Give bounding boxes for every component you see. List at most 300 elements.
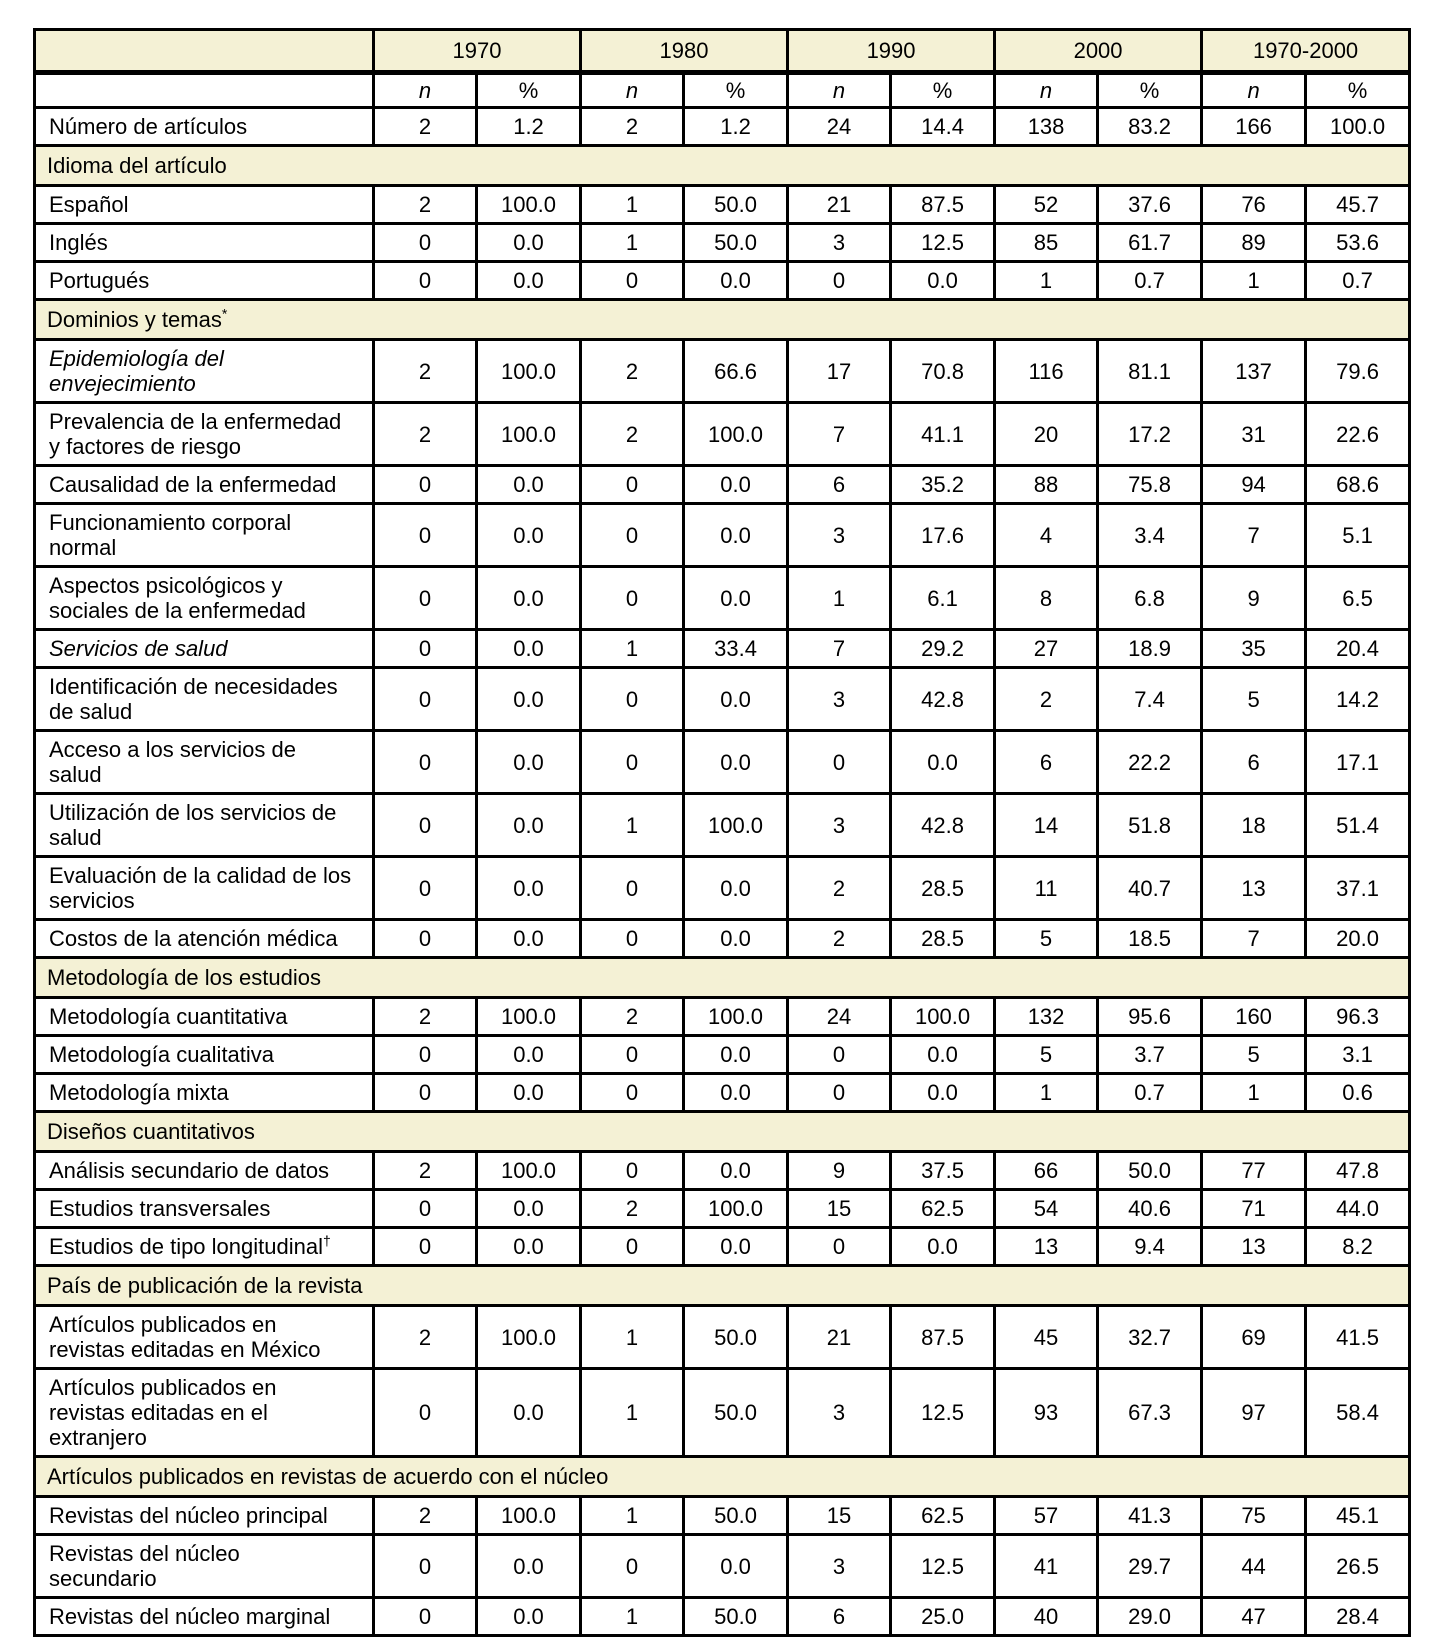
row-label	[35, 731, 374, 794]
percent-value: 0.0	[684, 466, 788, 504]
section-label: Dominios y temas	[47, 307, 222, 332]
row-label-text: Número de artículos	[49, 114, 248, 139]
n-value: 0	[581, 920, 684, 958]
row-label	[35, 108, 374, 146]
section-header-row	[35, 958, 1410, 998]
n-value: 0	[374, 668, 477, 731]
percent-value: 100.0	[477, 1497, 581, 1535]
percent-value: 22.6	[1306, 403, 1410, 466]
subheader-empty-cell	[35, 73, 374, 108]
n-value: 0	[788, 1228, 891, 1266]
row-label-text: Metodología cuantitativa	[49, 1004, 288, 1029]
section-header-row	[35, 1112, 1410, 1152]
percent-column-header: %	[1306, 73, 1410, 108]
percent-value: 61.7	[1098, 224, 1202, 262]
n-value: 132	[995, 998, 1098, 1036]
n-value: 0	[788, 262, 891, 300]
n-value: 5	[995, 920, 1098, 958]
table-row	[35, 567, 1410, 630]
n-value: 1	[1202, 262, 1306, 300]
percent-value: 66.6	[684, 340, 788, 403]
n-value: 1	[581, 1306, 684, 1369]
n-value: 2	[374, 108, 477, 146]
row-label-text: Análisis secundario de datos	[49, 1158, 330, 1183]
subheader-row	[35, 73, 1410, 108]
n-value: 31	[1202, 403, 1306, 466]
n-value: 0	[581, 1228, 684, 1266]
n-value: 0	[581, 1074, 684, 1112]
n-value: 2	[581, 403, 684, 466]
percent-value: 50.0	[684, 186, 788, 224]
row-label-text: Prevalencia de la enfermedad y factores de riesgo	[49, 409, 342, 459]
n-value: 44	[1202, 1535, 1306, 1598]
corner-cell	[35, 30, 374, 73]
year-header-row	[35, 30, 1410, 73]
percent-value: 0.0	[684, 668, 788, 731]
percent-value: 0.0	[684, 857, 788, 920]
table-row	[35, 466, 1410, 504]
percent-value: 83.2	[1098, 108, 1202, 146]
percent-value: 50.0	[684, 1369, 788, 1457]
percent-value: 18.5	[1098, 920, 1202, 958]
row-label-text: Revistas del núcleo principal	[49, 1503, 328, 1528]
n-value: 0	[788, 731, 891, 794]
percent-value: 0.0	[684, 731, 788, 794]
table-row	[35, 1497, 1410, 1535]
n-value: 94	[1202, 466, 1306, 504]
percent-value: 0.7	[1306, 262, 1410, 300]
n-value: 1	[995, 1074, 1098, 1112]
section-header	[35, 1457, 1410, 1497]
percent-value: 75.8	[1098, 466, 1202, 504]
percent-value: 6.8	[1098, 567, 1202, 630]
percent-value: 0.6	[1306, 1074, 1410, 1112]
percent-value: 50.0	[684, 1306, 788, 1369]
n-value: 1	[581, 794, 684, 857]
n-value: 3	[788, 1369, 891, 1457]
section-header-row	[35, 146, 1410, 186]
n-value: 0	[581, 668, 684, 731]
n-column-header: n	[995, 73, 1098, 108]
row-label	[35, 998, 374, 1036]
percent-value: 81.1	[1098, 340, 1202, 403]
n-value: 0	[581, 262, 684, 300]
percent-value: 40.7	[1098, 857, 1202, 920]
percent-value: 50.0	[684, 1598, 788, 1636]
section-header	[35, 1266, 1410, 1306]
n-value: 35	[1202, 630, 1306, 668]
n-value: 2	[374, 1306, 477, 1369]
percent-value: 0.7	[1098, 262, 1202, 300]
row-label	[35, 1190, 374, 1228]
section-header	[35, 958, 1410, 998]
n-value: 21	[788, 186, 891, 224]
n-value: 2	[995, 668, 1098, 731]
percent-value: 29.0	[1098, 1598, 1202, 1636]
n-value: 0	[788, 1074, 891, 1112]
row-label	[35, 1535, 374, 1598]
n-value: 27	[995, 630, 1098, 668]
row-label	[35, 1598, 374, 1636]
table-row	[35, 1228, 1410, 1266]
percent-value: 12.5	[891, 224, 995, 262]
percent-value: 1.2	[684, 108, 788, 146]
percent-value: 17.1	[1306, 731, 1410, 794]
year-header-total: 1970-2000	[1202, 30, 1410, 73]
n-value: 45	[995, 1306, 1098, 1369]
percent-value: 40.6	[1098, 1190, 1202, 1228]
n-value: 1	[581, 1369, 684, 1457]
n-value: 89	[1202, 224, 1306, 262]
percent-value: 100.0	[684, 403, 788, 466]
table-row	[35, 1074, 1410, 1112]
n-value: 0	[374, 1190, 477, 1228]
n-value: 0	[788, 1036, 891, 1074]
row-label	[35, 1497, 374, 1535]
percent-value: 100.0	[684, 1190, 788, 1228]
percent-value: 0.0	[477, 567, 581, 630]
n-value: 0	[374, 224, 477, 262]
n-value: 0	[374, 920, 477, 958]
percent-value: 41.3	[1098, 1497, 1202, 1535]
percent-value: 95.6	[1098, 998, 1202, 1036]
percent-value: 26.5	[1306, 1535, 1410, 1598]
row-label-text: Español	[49, 192, 129, 217]
n-value: 75	[1202, 1497, 1306, 1535]
year-header-1990: 1990	[788, 30, 995, 73]
row-label	[35, 186, 374, 224]
percent-value: 0.0	[477, 1190, 581, 1228]
n-value: 6	[788, 1598, 891, 1636]
section-label: País de publicación de la revista	[47, 1273, 363, 1298]
percent-value: 20.4	[1306, 630, 1410, 668]
n-value: 69	[1202, 1306, 1306, 1369]
section-header	[35, 146, 1410, 186]
n-value: 13	[995, 1228, 1098, 1266]
row-label-text: Artículos publicados en revistas editadas en el extranjero	[49, 1375, 277, 1450]
percent-value: 18.9	[1098, 630, 1202, 668]
percent-value: 0.0	[684, 504, 788, 567]
percent-value: 1.2	[477, 108, 581, 146]
n-value: 40	[995, 1598, 1098, 1636]
n-value: 5	[1202, 1036, 1306, 1074]
section-label: Diseños cuantitativos	[47, 1119, 255, 1144]
row-label-text: Revistas del núcleo marginal	[49, 1604, 331, 1629]
n-value: 18	[1202, 794, 1306, 857]
n-value: 2	[581, 340, 684, 403]
percent-value: 12.5	[891, 1369, 995, 1457]
table-row	[35, 504, 1410, 567]
table-row	[35, 340, 1410, 403]
table-row	[35, 998, 1410, 1036]
n-value: 6	[1202, 731, 1306, 794]
row-label-text: Epidemiología del envejecimiento	[49, 346, 224, 396]
section-header-row	[35, 1266, 1410, 1306]
percent-value: 42.8	[891, 668, 995, 731]
n-column-header: n	[788, 73, 891, 108]
percent-column-header: %	[684, 73, 788, 108]
row-label-text: Causalidad de la enfermedad	[49, 472, 337, 497]
percent-value: 0.7	[1098, 1074, 1202, 1112]
n-value: 20	[995, 403, 1098, 466]
percent-value: 32.7	[1098, 1306, 1202, 1369]
percent-value: 50.0	[684, 224, 788, 262]
row-label	[35, 630, 374, 668]
percent-value: 14.2	[1306, 668, 1410, 731]
table-row	[35, 731, 1410, 794]
n-value: 2	[788, 857, 891, 920]
percent-value: 29.2	[891, 630, 995, 668]
row-label	[35, 794, 374, 857]
row-label	[35, 857, 374, 920]
percent-value: 0.0	[477, 224, 581, 262]
percent-value: 41.1	[891, 403, 995, 466]
n-value: 85	[995, 224, 1098, 262]
percent-value: 0.0	[477, 504, 581, 567]
percent-value: 87.5	[891, 1306, 995, 1369]
n-value: 76	[1202, 186, 1306, 224]
table-row	[35, 403, 1410, 466]
row-label-text: Aspectos psicológicos y sociales de la enfermedad	[49, 573, 306, 623]
n-value: 9	[1202, 567, 1306, 630]
percent-value: 5.1	[1306, 504, 1410, 567]
n-value: 0	[581, 504, 684, 567]
table-row	[35, 794, 1410, 857]
percent-value: 45.1	[1306, 1497, 1410, 1535]
n-value: 0	[581, 466, 684, 504]
n-value: 0	[581, 857, 684, 920]
row-label	[35, 340, 374, 403]
section-header-row	[35, 1457, 1410, 1497]
table-row	[35, 920, 1410, 958]
row-label	[35, 466, 374, 504]
footnote-marker: †	[322, 1232, 331, 1249]
section-label: Artículos publicados en revistas de acuerdo con el núcleo	[47, 1464, 609, 1489]
n-value: 2	[374, 998, 477, 1036]
n-column-header: n	[374, 73, 477, 108]
n-value: 6	[995, 731, 1098, 794]
table-row	[35, 1535, 1410, 1598]
n-value: 77	[1202, 1152, 1306, 1190]
n-column-header: n	[581, 73, 684, 108]
row-label-text: Inglés	[49, 230, 108, 255]
percent-value: 14.4	[891, 108, 995, 146]
percent-value: 100.0	[477, 1306, 581, 1369]
row-label	[35, 403, 374, 466]
percent-value: 58.4	[1306, 1369, 1410, 1457]
percent-value: 0.0	[477, 1074, 581, 1112]
percent-value: 44.0	[1306, 1190, 1410, 1228]
row-label-text: Costos de la atención médica	[49, 926, 338, 951]
percent-value: 50.0	[1098, 1152, 1202, 1190]
percent-value: 62.5	[891, 1190, 995, 1228]
n-value: 7	[1202, 920, 1306, 958]
percent-value: 6.1	[891, 567, 995, 630]
n-value: 0	[374, 1535, 477, 1598]
n-value: 2	[374, 186, 477, 224]
row-label	[35, 1074, 374, 1112]
n-value: 138	[995, 108, 1098, 146]
n-value: 7	[788, 403, 891, 466]
row-label	[35, 1306, 374, 1369]
row-label-text: Revistas del núcleo secundario	[49, 1541, 240, 1591]
n-value: 0	[374, 1598, 477, 1636]
percent-value: 28.5	[891, 857, 995, 920]
percent-value: 100.0	[1306, 108, 1410, 146]
percent-value: 100.0	[684, 794, 788, 857]
n-value: 5	[995, 1036, 1098, 1074]
percent-value: 28.4	[1306, 1598, 1410, 1636]
n-value: 15	[788, 1497, 891, 1535]
n-value: 0	[581, 1535, 684, 1598]
percent-value: 51.4	[1306, 794, 1410, 857]
n-value: 7	[788, 630, 891, 668]
n-value: 97	[1202, 1369, 1306, 1457]
n-value: 2	[581, 108, 684, 146]
n-value: 2	[374, 1497, 477, 1535]
row-label-text: Estudios de tipo longitudinal	[49, 1234, 323, 1259]
n-value: 1	[581, 1598, 684, 1636]
row-label-text: Servicios de salud	[49, 636, 228, 661]
n-value: 66	[995, 1152, 1098, 1190]
n-value: 88	[995, 466, 1098, 504]
n-value: 13	[1202, 857, 1306, 920]
row-label-text: Artículos publicados en revistas editadas en México	[49, 1312, 321, 1362]
percent-value: 28.5	[891, 920, 995, 958]
n-value: 1	[581, 186, 684, 224]
row-label	[35, 504, 374, 567]
n-value: 2	[374, 1152, 477, 1190]
n-value: 0	[374, 1228, 477, 1266]
footnote-marker: *	[221, 305, 228, 322]
percent-value: 9.4	[1098, 1228, 1202, 1266]
year-header-1970: 1970	[374, 30, 581, 73]
row-label-text: Metodología mixta	[49, 1080, 229, 1105]
percent-value: 0.0	[477, 857, 581, 920]
n-value: 24	[788, 108, 891, 146]
n-value: 3	[788, 1535, 891, 1598]
percent-value: 3.1	[1306, 1036, 1410, 1074]
percent-value: 37.5	[891, 1152, 995, 1190]
row-label	[35, 567, 374, 630]
percent-value: 25.0	[891, 1598, 995, 1636]
percent-value: 0.0	[477, 1036, 581, 1074]
percent-value: 0.0	[684, 1074, 788, 1112]
row-label-text: Metodología cualitativa	[49, 1042, 275, 1067]
percent-value: 7.4	[1098, 668, 1202, 731]
section-label: Metodología de los estudios	[47, 965, 321, 990]
percent-value: 100.0	[477, 186, 581, 224]
n-value: 41	[995, 1535, 1098, 1598]
section-header	[35, 1112, 1410, 1152]
row-label	[35, 224, 374, 262]
n-value: 21	[788, 1306, 891, 1369]
percent-value: 0.0	[684, 262, 788, 300]
percent-value: 35.2	[891, 466, 995, 504]
n-value: 5	[1202, 668, 1306, 731]
n-value: 6	[788, 466, 891, 504]
table-row	[35, 1152, 1410, 1190]
n-value: 3	[788, 224, 891, 262]
percent-value: 8.2	[1306, 1228, 1410, 1266]
percent-value: 51.8	[1098, 794, 1202, 857]
percent-value: 0.0	[477, 262, 581, 300]
n-value: 0	[374, 262, 477, 300]
n-value: 57	[995, 1497, 1098, 1535]
n-value: 24	[788, 998, 891, 1036]
row-label-text: Identificación de necesidades de salud	[49, 674, 338, 724]
percent-value: 0.0	[477, 668, 581, 731]
n-value: 116	[995, 340, 1098, 403]
percent-value: 100.0	[684, 998, 788, 1036]
row-label-text: Funcionamiento corporal normal	[49, 510, 292, 560]
percent-value: 0.0	[684, 1535, 788, 1598]
row-label	[35, 1369, 374, 1457]
section-label: Idioma del artículo	[47, 153, 227, 178]
percent-value: 87.5	[891, 186, 995, 224]
percent-value: 53.6	[1306, 224, 1410, 262]
row-label	[35, 1036, 374, 1074]
table-row	[35, 857, 1410, 920]
section-header-row	[35, 300, 1410, 340]
n-value: 13	[1202, 1228, 1306, 1266]
n-value: 0	[581, 1036, 684, 1074]
n-value: 0	[374, 466, 477, 504]
n-value: 0	[374, 794, 477, 857]
n-value: 0	[374, 1369, 477, 1457]
n-value: 52	[995, 186, 1098, 224]
section-header	[35, 300, 1410, 340]
table-header	[35, 30, 1410, 108]
row-label	[35, 668, 374, 731]
percent-value: 0.0	[891, 262, 995, 300]
percent-value: 3.4	[1098, 504, 1202, 567]
n-value: 14	[995, 794, 1098, 857]
percent-value: 29.7	[1098, 1535, 1202, 1598]
n-value: 0	[374, 567, 477, 630]
percent-value: 100.0	[477, 1152, 581, 1190]
percent-value: 100.0	[477, 998, 581, 1036]
n-value: 9	[788, 1152, 891, 1190]
n-value: 0	[581, 567, 684, 630]
n-value: 2	[581, 1190, 684, 1228]
percent-value: 100.0	[477, 403, 581, 466]
percent-value: 100.0	[891, 998, 995, 1036]
percent-value: 0.0	[477, 1598, 581, 1636]
percent-value: 0.0	[684, 1228, 788, 1266]
n-value: 1	[581, 1497, 684, 1535]
n-value: 93	[995, 1369, 1098, 1457]
percent-column-header: %	[891, 73, 995, 108]
n-value: 0	[374, 504, 477, 567]
table-row	[35, 224, 1410, 262]
n-value: 160	[1202, 998, 1306, 1036]
n-value: 2	[374, 340, 477, 403]
percent-value: 0.0	[477, 920, 581, 958]
percent-value: 37.6	[1098, 186, 1202, 224]
table-row	[35, 1369, 1410, 1457]
row-label-text: Estudios transversales	[49, 1196, 271, 1221]
percent-value: 0.0	[684, 1036, 788, 1074]
n-value: 0	[374, 857, 477, 920]
n-value: 54	[995, 1190, 1098, 1228]
n-value: 8	[995, 567, 1098, 630]
row-label	[35, 1228, 374, 1266]
percent-value: 0.0	[477, 630, 581, 668]
percent-value: 37.1	[1306, 857, 1410, 920]
percent-value: 0.0	[891, 731, 995, 794]
row-label-text: Acceso a los servicios de salud	[49, 737, 296, 787]
